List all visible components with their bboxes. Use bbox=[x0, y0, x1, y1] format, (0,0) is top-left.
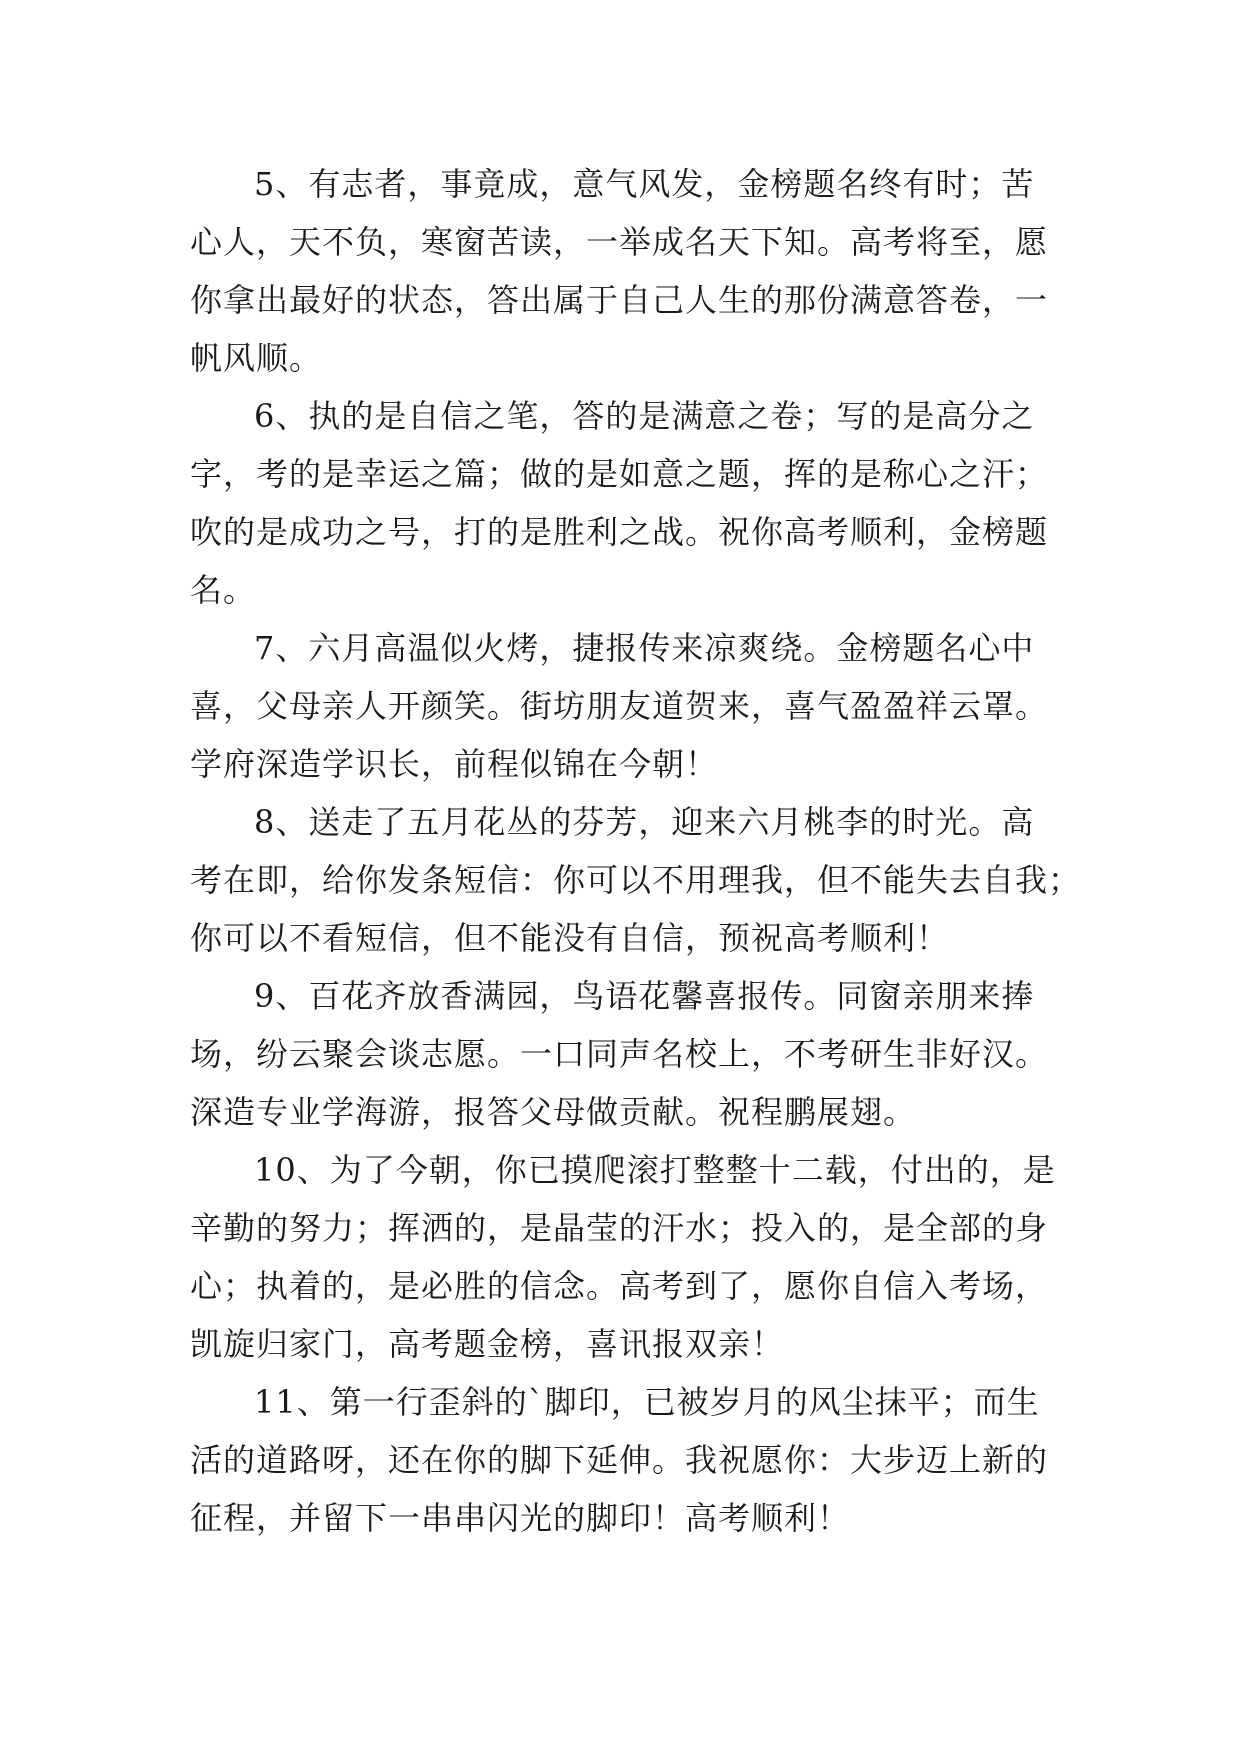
paragraph-9 bbox=[190, 967, 1060, 1141]
paragraph-line: 考在即，给你发条短信：你可以不用理我，但不能失去自我； bbox=[190, 861, 1082, 899]
paragraph-5 bbox=[190, 155, 1060, 387]
paragraph-line: 7、六月高温似火烤，捷报传来凉爽绕。金榜题名心中 bbox=[254, 629, 1035, 667]
paragraph-line: 10、为了今朝，你已摸爬滚打整整十二载，付出的，是 bbox=[254, 1151, 1056, 1189]
paragraph-line: 心；执着的，是必胜的信念。高考到了，愿你自信入考场， bbox=[190, 1267, 1049, 1305]
paragraph-line: 8、送走了五月花丛的芬芳，迎来六月桃李的时光。高 bbox=[254, 803, 1035, 841]
paragraph-6 bbox=[190, 387, 1060, 619]
paragraph-line: 征程，并留下一串串闪光的脚印！高考顺利！ bbox=[190, 1499, 851, 1537]
paragraph-line: 11、第一行歪斜的`脚印，已被岁月的风尘抹平；而生 bbox=[254, 1383, 1040, 1421]
paragraph-line: 字，考的是幸运之篇；做的是如意之题，挥的是称心之汗； bbox=[190, 455, 1049, 493]
paragraph-line: 喜，父母亲人开颜笑。街坊朋友道贺来，喜气盈盈祥云罩。 bbox=[190, 687, 1049, 725]
paragraph-line: 你可以不看短信，但不能没有自信，预祝高考顺利！ bbox=[190, 919, 950, 957]
document-body bbox=[190, 155, 1082, 1547]
paragraph-7 bbox=[190, 619, 1060, 793]
paragraph-line: 活的道路呀，还在你的脚下延伸。我祝愿你：大步迈上新的 bbox=[190, 1441, 1049, 1479]
paragraph-line: 你拿出最好的状态，答出属于自己人生的那份满意答卷，一 bbox=[190, 281, 1049, 319]
paragraph-line: 名。 bbox=[190, 571, 257, 609]
paragraph-line: 学府深造学识长，前程似锦在今朝！ bbox=[190, 745, 719, 783]
paragraph-line: 6、执的是自信之笔，答的是满意之卷；写的是高分之 bbox=[254, 397, 1035, 435]
paragraph-line: 深造专业学海游，报答父母做贡献。祝程鹏展翅。 bbox=[190, 1093, 917, 1131]
paragraph-line: 心人，天不负，寒窗苦读，一举成名天下知。高考将至，愿 bbox=[190, 223, 1049, 261]
paragraph-line: 凯旋归家门，高考题金榜，喜讯报双亲！ bbox=[190, 1325, 785, 1363]
paragraph-11 bbox=[190, 1373, 1060, 1547]
paragraph-line: 帆风顺。 bbox=[190, 339, 323, 377]
paragraph-line: 9、百花齐放香满园，鸟语花馨喜报传。同窗亲朋来捧 bbox=[254, 977, 1035, 1015]
paragraph-line: 辛勤的努力；挥洒的，是晶莹的汗水；投入的，是全部的身 bbox=[190, 1209, 1049, 1247]
paragraph-line: 吹的是成功之号，打的是胜利之战。祝你高考顺利，金榜题 bbox=[190, 513, 1049, 551]
paragraph-10 bbox=[190, 1141, 1060, 1373]
paragraph-line: 场，纷云聚会谈志愿。一口同声名校上，不考研生非好汉。 bbox=[190, 1035, 1049, 1073]
paragraph-line: 5、有志者，事竟成，意气风发，金榜题名终有时；苦 bbox=[254, 165, 1035, 203]
paragraph-8 bbox=[190, 793, 1082, 967]
